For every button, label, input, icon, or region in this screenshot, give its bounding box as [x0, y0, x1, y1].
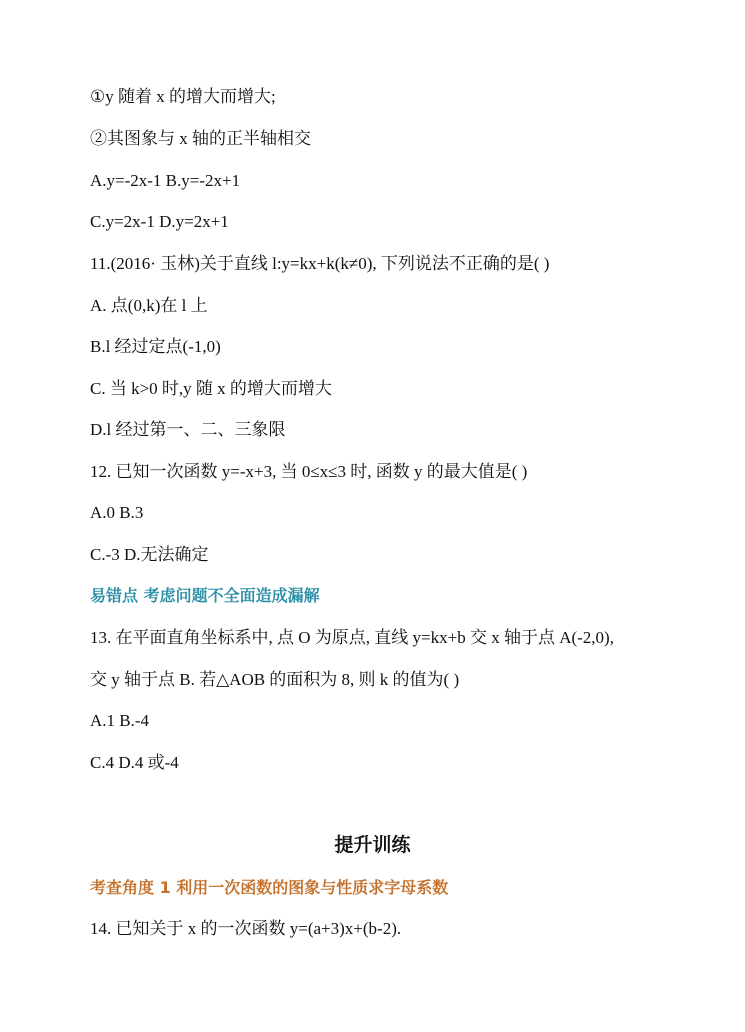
question-11: 11.(2016· 玉林)关于直线 l:y=kx+k(k≠0), 下列说法不正确的是( ) — [90, 254, 550, 273]
line-cond-2: ②其图象与 x 轴的正半轴相交 — [90, 129, 311, 148]
subsection-heading: 考查角度 1 利用一次函数的图象与性质求字母系数 — [90, 878, 449, 897]
question-14: 14. 已知关于 x 的一次函数 y=(a+3)x+(b-2). — [90, 919, 402, 938]
question-13-line-2: 交 y 轴于点 B. 若△AOB 的面积为 8, 则 k 的值为( ) — [90, 670, 460, 689]
option-ab: A.y=-2x-1 B.y=-2x+1 — [90, 171, 241, 190]
q11-option-c: C. 当 k>0 时,y 随 x 的增大而增大 — [90, 379, 332, 398]
line-cond-1: ①y 随着 x 的增大而增大; — [90, 87, 276, 106]
q11-option-d: D.l 经过第一、二、三象限 — [90, 420, 286, 439]
question-13-line-1: 13. 在平面直角坐标系中, 点 O 为原点, 直线 y=kx+b 交 x 轴于点 A(-2,0), — [90, 628, 614, 647]
option-cd: C.y=2x-1 D.y=2x+1 — [90, 212, 229, 231]
q13-option-ab: A.1 B.-4 — [90, 711, 150, 730]
q12-option-cd: C.-3 D.无法确定 — [90, 545, 209, 564]
q11-option-a: A. 点(0,k)在 l 上 — [90, 296, 208, 315]
q11-option-b: B.l 经过定点(-1,0) — [90, 337, 221, 356]
q13-option-cd: C.4 D.4 或-4 — [90, 753, 179, 772]
error-section-heading: 易错点 考虑问题不全面造成漏解 — [90, 586, 320, 605]
q12-option-ab: A.0 B.3 — [90, 503, 144, 522]
question-12: 12. 已知一次函数 y=-x+3, 当 0≤x≤3 时, 函数 y 的最大值是( ) — [90, 462, 528, 481]
section-title: 提升训练 — [334, 834, 411, 856]
